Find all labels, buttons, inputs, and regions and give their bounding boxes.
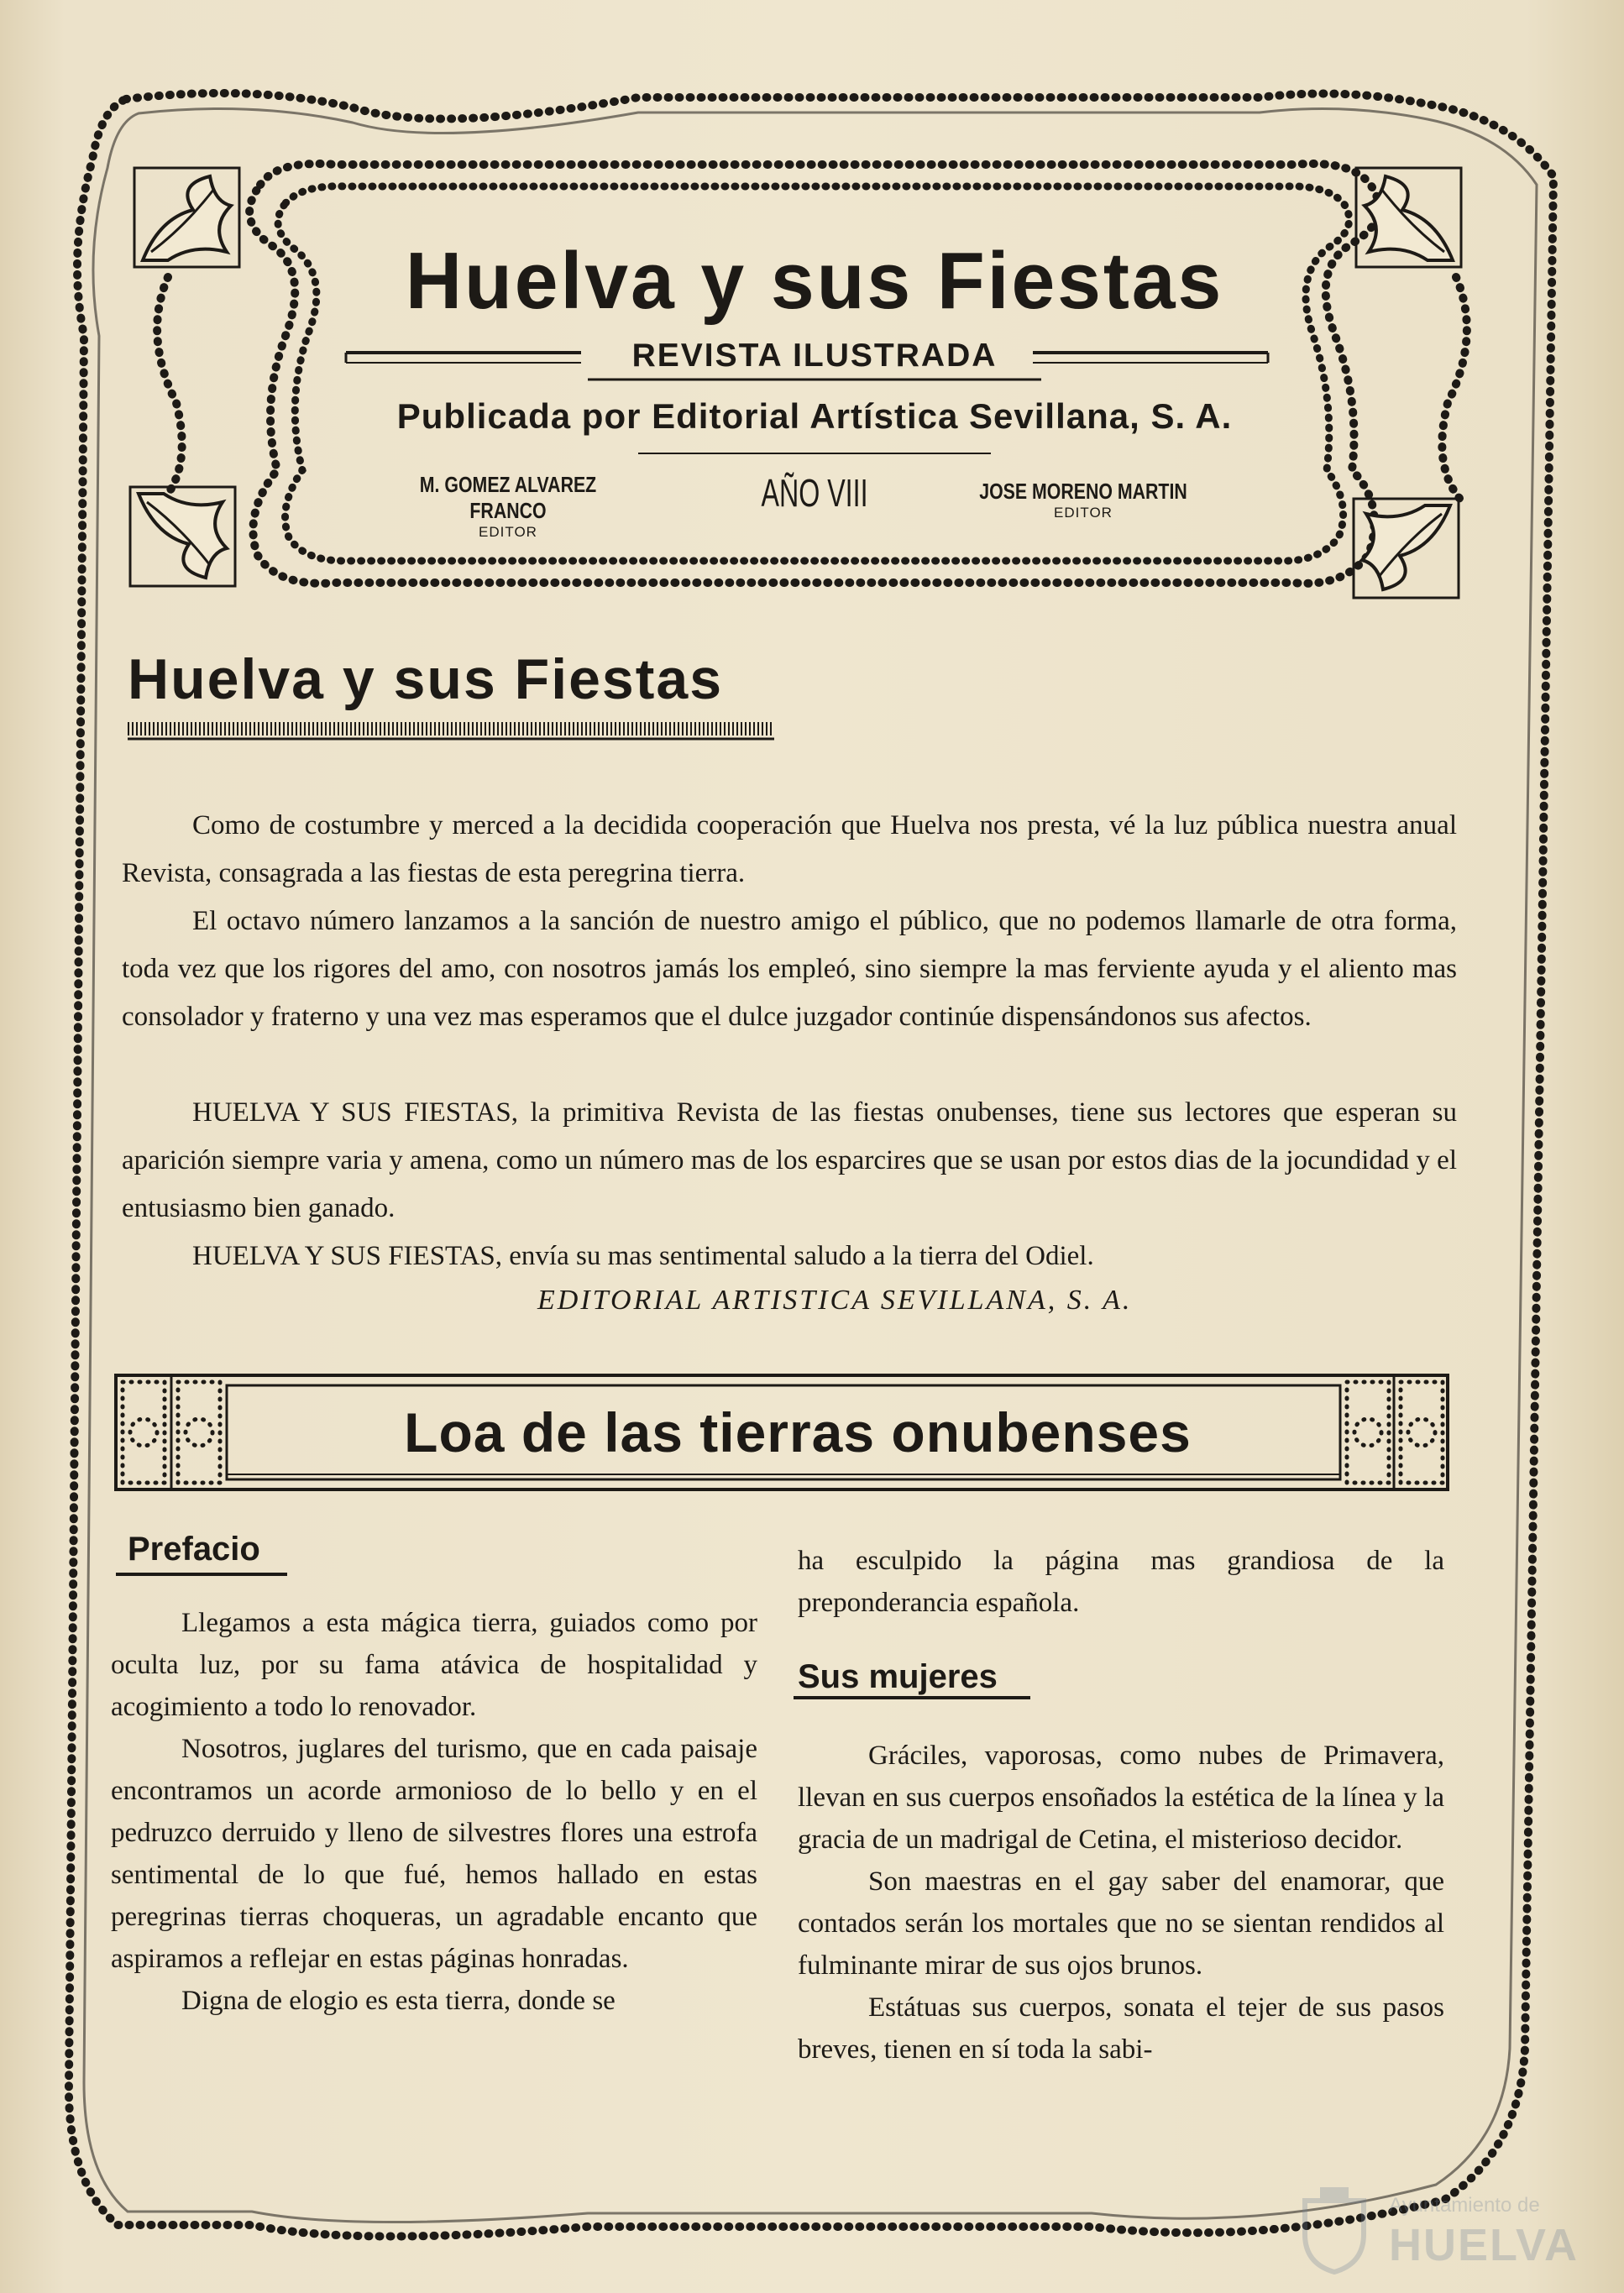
editorial-paragraph: HUELVA Y SUS FIESTAS, la primitiva Revista de las fiestas onubenses, tiene sus lectores que esperan su aparición siempre varia y amena, como un número mas de los esparcires que se usan por estos dias de la jocundidad y el entusiasmo bien ganado. (122, 1097, 1457, 1223)
masthead-title: Huelva y sus Fiestas (405, 236, 1224, 326)
editor-right-role: EDITOR (1054, 505, 1113, 521)
watermark-line1: Ayuntamiento de (1389, 2194, 1540, 2217)
editor-right (940, 479, 1226, 521)
editor-left-name: M. GOMEZ ALVAREZ FRANCO (419, 472, 597, 523)
editorial-signature: EDITORIAL ARTISTICA SEVILLANA, S. A. (537, 1285, 1133, 1316)
article-left-column (111, 1528, 757, 2022)
masthead-publisher: Publicada por Editorial Artística Sevillana, S. A. (396, 396, 1233, 436)
article-paragraph: Son maestras en el gay saber del enamorar, que contados serán los mortales que no se sientan rendidos al fulminante mirar de sus ojos brunos. (798, 1866, 1444, 1981)
editorial-paragraph: HUELVA Y SUS FIESTAS, envía su mas sentimental saludo a la tierra del Odiel. (192, 1241, 1094, 1271)
archive-watermark (1297, 2184, 1579, 2276)
coat-of-arms-icon (1297, 2184, 1372, 2276)
watermark-line2: HUELVA (1389, 2220, 1579, 2270)
issue-year: AÑO VIII (761, 471, 868, 515)
editor-left-role: EDITOR (479, 524, 537, 540)
article-paragraph: Gráciles, vaporosas, como nubes de Primavera, llevan en sus cuerpos ensoñados la estética de la línea y la gracia de un madrigal de Cetina, el misterioso decidor. (798, 1741, 1444, 1855)
article-right-column (798, 1540, 1444, 2071)
article-paragraph: Estátuas sus cuerpos, sonata el tejer de sus pasos breves, tienen en sí toda la sabi- (798, 1992, 1444, 2065)
editorial-heading: Huelva y sus Fiestas (128, 647, 724, 711)
subheading-prefacio: Prefacio (128, 1531, 260, 1568)
masthead-subtitle: REVISTA ILUSTRADA (631, 338, 998, 374)
editorial-paragraph: El octavo número lanzamos a la sanción de nuestro amigo el público, que no podemos llamarle de otra forma, toda vez que los rigores del amo, con nosotros jamás los empleó, sino siempre la mas ferviente ayuda y el aliento mas consolador y fraterno y una vez mas esperamos que el dulce juzgador continúe dispensándonos sus afectos. (122, 906, 1457, 1032)
editorial-paragraph: Como de costumbre y merced a la decidida cooperación que Huelva nos presta, vé la luz pública nuestra anual Revista, consagrada a las fiestas de esta peregrina tierra. (122, 810, 1457, 888)
article-paragraph: Llegamos a esta mágica tierra, guiados como por oculta luz, por su fama atávica de hospitalidad y acogimiento a todo lo renovador. (111, 1608, 757, 1722)
article-paragraph: Digna de elogio es esta tierra, donde se (181, 1986, 616, 2016)
article-paragraph: Nosotros, juglares del turismo, que en cada paisaje encontramos un acorde armonioso de lo bello y en el pedruzco derruido y lleno de silvestres flores una estrofa sentimental de lo que fué, hemos hallado en estas peregrinas tierras choqueras, un agradable encanto que aspiramos a reflejar en estas páginas honradas. (111, 1734, 757, 1974)
editor-right-name: JOSE MORENO MARTIN (979, 479, 1187, 504)
article-lead: ha esculpido la página mas grandiosa de la preponderancia española. (798, 1546, 1444, 1618)
editor-left (353, 472, 663, 541)
article-title: Loa de las tierras onubenses (404, 1401, 1192, 1463)
subheading-sus-mujeres: Sus mujeres (798, 1658, 998, 1695)
